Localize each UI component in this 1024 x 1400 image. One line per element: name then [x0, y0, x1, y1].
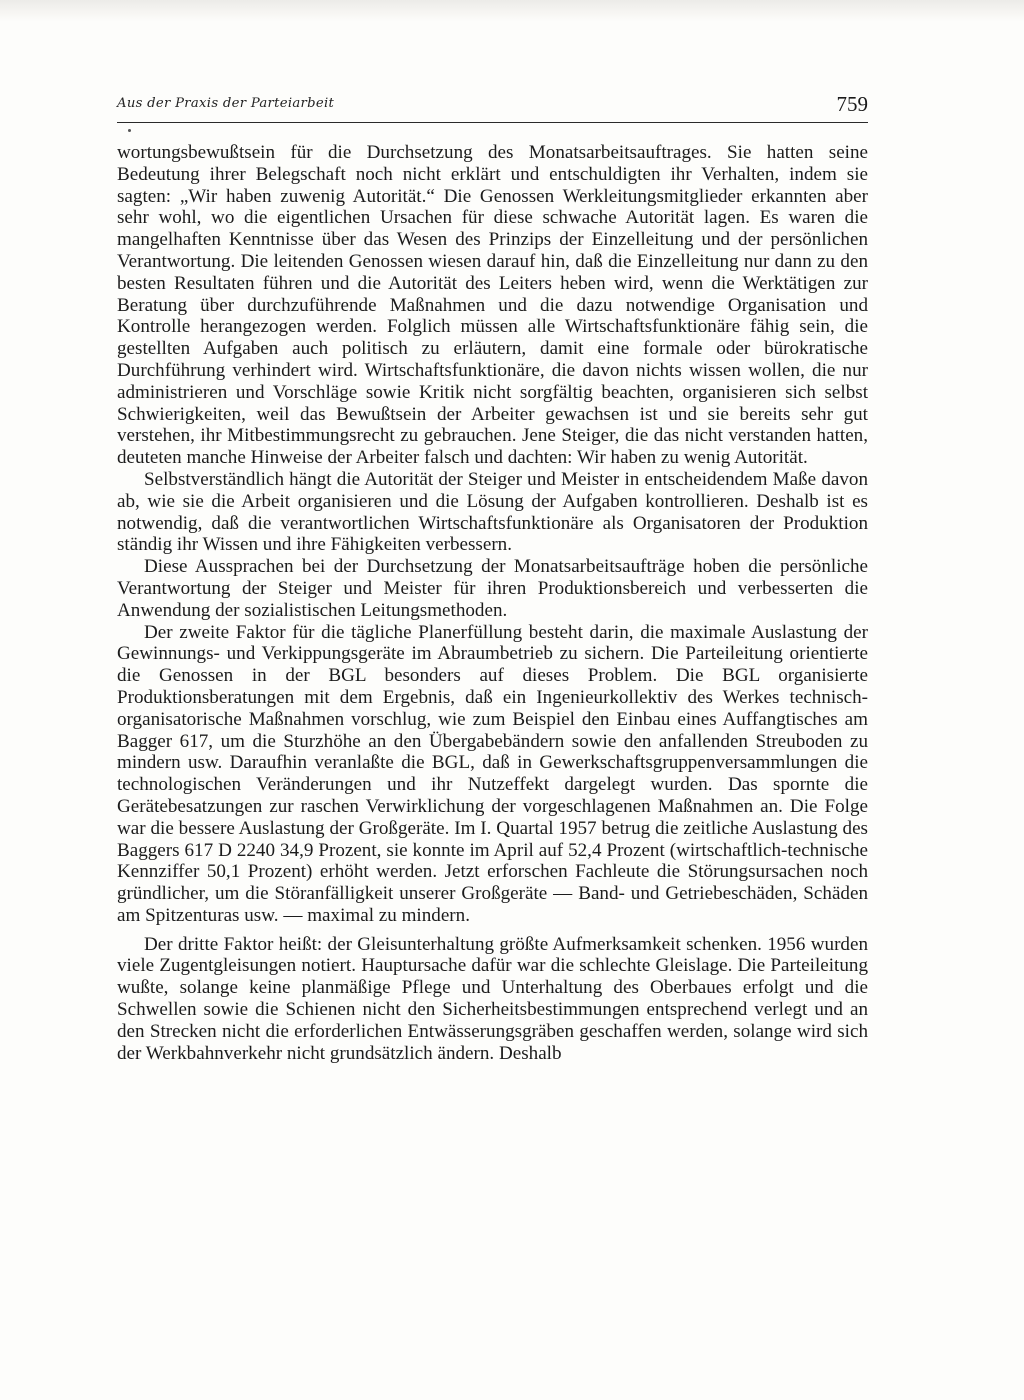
running-title: Aus der Praxis der Parteiarbeit [117, 96, 335, 111]
paragraph-continued: wortungsbewußtsein für die Durchsetzung des Monatsarbeitsauftrages. Sie hatten seine Bedeutung ihrer Belegschaft noch nicht erklärt und entschuldigten ihr Verhalten, indem sie sagten: „Wir haben zuwenig Autorität.“ Die Genossen Werkleitungsmitglieder erkannten aber sehr wohl, wo die eigentlichen Ursachen für diese schwache Autorität lagen. Es waren die mangelhaften Kenntnisse über das Wesen des Prinzips der Einzelleitung und der persönlichen Verantwortung. Die leitenden Genossen wiesen darauf hin, daß die Einzelleitung nur dann zu den besten Resultaten führen und die Autorität des Leiters heben wird, wenn die Werktätigen zur Beratung über durchzuführende Maßnahmen und die dazu notwendige Organisation und Kontrolle herangezogen werden. Folglich müssen alle Wirtschaftsfunktionäre fähig sein, die gestellten Aufgaben auch politisch zu erläutern, damit eine formale oder bürokratische Durchführung verhindert wird. Wirtschaftsfunktionäre, die davon nichts wissen wollen, die nur administrieren und Vorschläge sowie Kritik nicht sorgfältig beachten, organisieren sich selbst Schwierigkeiten, weil das Bewußtsein der Arbeiter gewachsen ist und sie bereits sehr gut verstehen, ihr Mitbestimmungsrecht zu gebrauchen. Jene Steiger, die das nicht verstanden hatten, deuteten manche Hinweise der Arbeiter falsch und dachten: Wir haben zu wenig Autorität. [117, 142, 868, 469]
paragraph: Diese Aussprachen bei der Durchsetzung der Monatsarbeitsaufträge hoben die persönliche Verantwortung der Steiger und Meister für ihren Produktionsbereich und verbesserten die Anwendung der sozialistischen Leitungsmethoden. [117, 556, 868, 621]
body-text [117, 142, 868, 1064]
paragraph: Der dritte Faktor heißt: der Gleisunterhaltung größte Aufmerksamkeit schenken. 1956 wurden viele Zugentgleisungen notiert. Hauptursache dafür war die schlechte Gleislage. Die Parteileitung wußte, solange keine planmäßige Pflege und Unterhaltung des Oberbaues erfolgt und die Schwellen sowie die Schienen nicht den Sicherheitsbestimmungen entsprechend verlegt und an den Strecken nicht die erforderlichen Entwässerungsgräben geschaffen werden, solange wird sich der Werkbahnverkehr nicht grundsätzlich ändern. Deshalb [117, 933, 868, 1064]
page-number: 759 [836, 92, 868, 116]
paragraph: Der zweite Faktor für die tägliche Planerfüllung besteht darin, die maximale Auslastung der Gewinnungs- und Verkippungsgeräte im Abraumbetrieb zu sichern. Die Parteileitung orientierte die Genossen in der BGL besonders auf dieses Problem. Die BGL organisierte Produktionsberatungen mit dem Ergebnis, daß ein Ingenieurkollektiv des Werkes technisch-organisatorische Maßnahmen vorschlug, wie zum Beispiel den Einbau eines Auffangtisches am Bagger 617, um die Sturzhöhe an den Übergabebändern sowie den anfallenden Streuboden zu mindern usw. Daraufhin veranlaßte die BGL, daß in Gewerkschaftsgruppenversammlungen die technologischen Veränderungen und ihr Nutzeffekt dargelegt wurden. Das spornte die Gerätebesatzungen zur raschen Verwirklichung der vorgeschlagenen Maßnahmen an. Die Folge war die bessere Auslastung der Großgeräte. Im I. Quartal 1957 betrug die zeitliche Auslastung des Baggers 617 D 2240 34,9 Prozent, sie konnte im April auf 52,4 Prozent (wirtschaftlich-technische Kennziffer 50,1 Prozent) erhöht werden. Jetzt erforschen Fachleute die Störungsursachen noch gründlicher, um die Störanfälligkeit unserer Großgeräte — Band- und Getriebeschäden, Schäden am Spitzenturas usw. — maximal zu mindern. [117, 621, 868, 926]
running-header [117, 92, 868, 120]
ink-speck [128, 129, 131, 132]
scan-edge-shading [0, 0, 1024, 22]
paragraph: Selbstverständlich hängt die Autorität der Steiger und Meister in entscheidendem Maße davon ab, wie sie die Arbeit organisieren und die Lösung der Aufgaben kontrollieren. Deshalb ist es notwendig, daß die verantwortlichen Wirtschaftsfunktionäre als Organisatoren der Produktion ständig ihr Wissen und ihre Fähigkeiten verbessern. [117, 468, 868, 556]
header-rule [117, 122, 868, 123]
